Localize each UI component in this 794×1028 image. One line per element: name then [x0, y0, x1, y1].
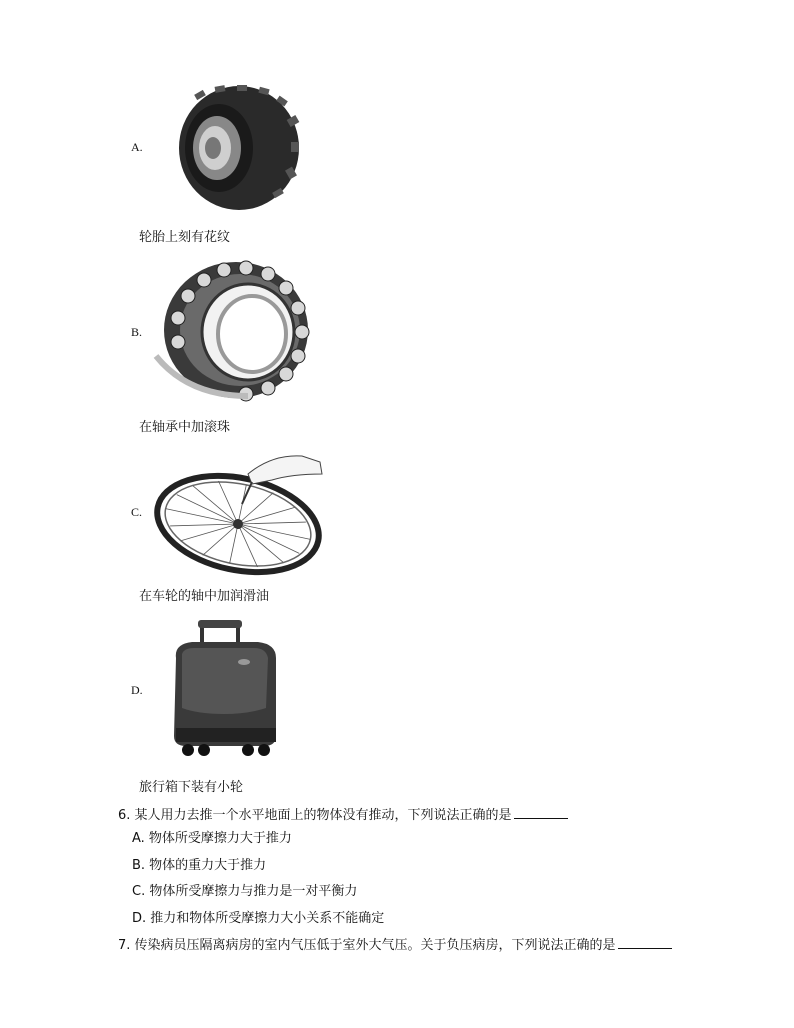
suitcase-icon	[168, 618, 283, 762]
question-6-choice-a: A. 物体所受摩擦力大于推力	[132, 831, 292, 846]
option-a-letter: A.	[131, 140, 143, 154]
option-a-caption: 轮胎上刻有花纹	[139, 230, 231, 245]
question-7-stem	[118, 934, 672, 953]
question-6-choice-d: D. 推力和物体所受摩擦力大小关系不能确定	[132, 911, 385, 926]
question-6-choice-b: B. 物体的重力大于推力	[132, 858, 267, 873]
answer-blank	[618, 938, 672, 949]
option-c-caption: 在车轮的轴中加润滑油	[139, 589, 270, 604]
option-b-letter: B.	[131, 325, 143, 339]
option-d-caption: 旅行箱下装有小轮	[139, 780, 244, 795]
question-6-text: 6. 某人用力去推一个水平地面上的物体没有推动，下列说法正确的是	[118, 808, 512, 823]
bearing-icon	[148, 256, 313, 410]
option-c-letter: C.	[131, 505, 143, 519]
option-d-letter: D.	[131, 683, 143, 697]
answer-blank	[514, 808, 568, 819]
question-6-stem	[118, 804, 568, 823]
option-b-caption: 在轴承中加滚珠	[139, 420, 231, 435]
bicycle-wheel-icon	[152, 452, 324, 586]
question-7-text: 7. 传染病员压隔离病房的室内气压低于室外大气压。关于负压病房，下列说法正确的是	[118, 938, 616, 953]
tire-icon	[165, 82, 305, 218]
question-6-choice-c: C. 物体所受摩擦力与推力是一对平衡力	[132, 884, 358, 899]
